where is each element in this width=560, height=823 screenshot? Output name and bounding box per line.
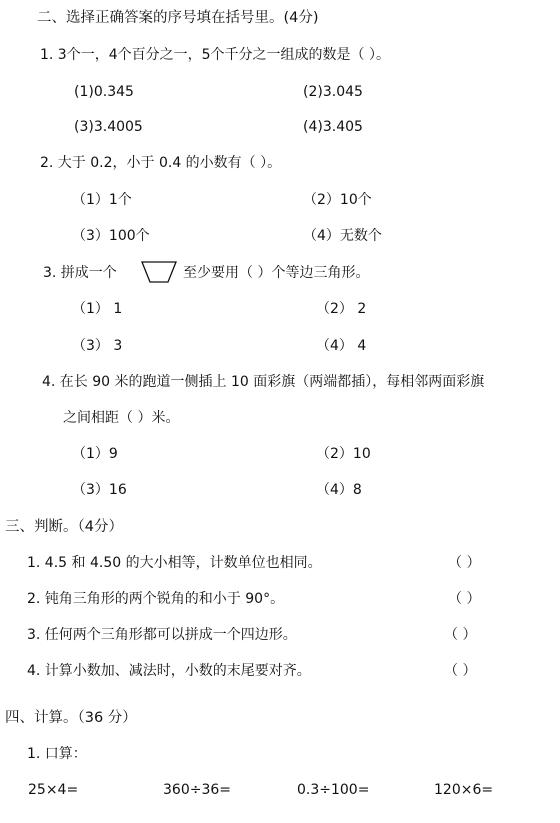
oral-calc-label: 1. 口算： (27, 746, 87, 762)
q1-option-4: (4)3.405 (303, 119, 363, 135)
q1-option-3: (3)3.4005 (74, 119, 143, 135)
judge-bracket-3: （ ） (444, 627, 477, 643)
q4-option-1: （1）9 (72, 446, 118, 462)
q1-stem: 1. 3个一，4个百分之一，5个千分之一组成的数是（ ）。 (40, 47, 390, 63)
q3-option-4: （4） 4 (316, 338, 367, 354)
q3-option-3: （3） 3 (72, 338, 123, 354)
q2-option-4: （4）无数个 (303, 228, 382, 244)
q2-option-3: （3）100个 (72, 228, 150, 244)
q4-option-4: （4）8 (316, 482, 362, 498)
trapezoid-icon (140, 259, 178, 285)
q3-stem-after: 至少要用（ ）个等边三角形。 (183, 265, 370, 281)
judge-item-2: 2. 钝角三角形的两个锐角的和小于 90°。 (27, 591, 285, 607)
q3-stem-before: 3. 拼成一个 (43, 265, 117, 281)
q1-option-2: (2)3.045 (303, 84, 363, 100)
judge-bracket-4: （ ） (444, 663, 477, 679)
q2-option-2: （2）10个 (303, 192, 372, 208)
oral-problem-3: 0.3÷100= (297, 782, 370, 798)
section4-heading: 四、计算。（36 分） (5, 710, 137, 726)
q4-stem-line1: 4. 在长 90 米的跑道一侧插上 10 面彩旗（两端都插），每相邻两面彩旗 (42, 374, 485, 390)
q4-stem-line2: 之间相距（ ）米。 (63, 410, 180, 426)
judge-bracket-1: （ ） (448, 555, 481, 571)
q2-stem: 2. 大于 0.2，小于 0.4 的小数有（ ）。 (40, 155, 282, 171)
oral-problem-1: 25×4= (28, 782, 79, 798)
q3-option-1: （1） 1 (72, 301, 123, 317)
section2-heading: 二、选择正确答案的序号填在括号里。(4分) (37, 10, 319, 26)
q3-option-2: （2） 2 (316, 301, 367, 317)
q4-option-3: （3）16 (72, 482, 127, 498)
section3-heading: 三、判断。（4分） (5, 519, 123, 535)
q1-option-1: (1)0.345 (74, 84, 134, 100)
q4-option-2: （2）10 (316, 446, 371, 462)
q2-option-1: （1）1个 (72, 192, 132, 208)
oral-problem-2: 360÷36= (163, 782, 231, 798)
judge-item-1: 1. 4.5 和 4.50 的大小相等，计数单位也相同。 (27, 555, 322, 571)
judge-bracket-2: （ ） (448, 591, 481, 607)
judge-item-3: 3. 任何两个三角形都可以拼成一个四边形。 (27, 627, 297, 643)
oral-problem-4: 120×6= (434, 782, 494, 798)
judge-item-4: 4. 计算小数加、减法时，小数的末尾要对齐。 (27, 663, 311, 679)
